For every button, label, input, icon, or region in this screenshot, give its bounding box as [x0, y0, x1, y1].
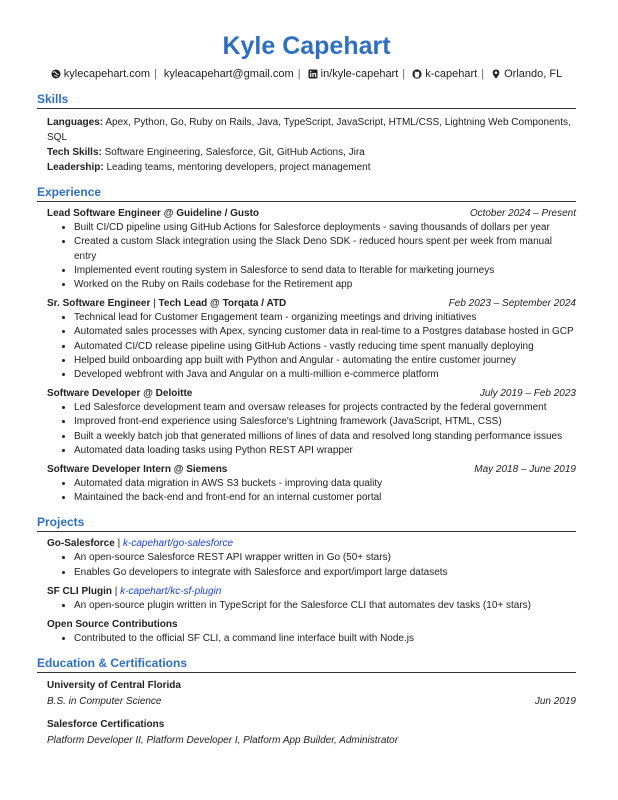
skill-label: Languages: — [47, 117, 104, 129]
job-title-separator: | — [153, 298, 156, 310]
projects-heading: Projects — [37, 514, 576, 532]
experience-entry — [37, 387, 576, 458]
skill-row — [47, 115, 576, 145]
project-entry — [37, 585, 576, 613]
skills-list — [37, 115, 576, 175]
education-heading: Education & Certifications — [37, 655, 576, 673]
project-separator: | — [117, 538, 121, 550]
job-bullets — [47, 401, 576, 458]
project-bullets — [47, 599, 576, 613]
job-bullets — [47, 221, 576, 292]
project-name: SF CLI Plugin — [47, 585, 112, 597]
email-link[interactable]: kyleacapehart@gmail.com — [163, 68, 294, 81]
bullet-item: • Built CI/CD pipeline using GitHub Actions for Salesforce deployments - saving thousands of dollars per year — [74, 221, 576, 235]
project-link[interactable]: k-capehart/go-salesforce — [122, 538, 234, 550]
job-bullets — [47, 311, 576, 382]
bullet-item: • An open-source Salesforce REST API wrapper written in Go (50+ stars) — [74, 551, 576, 565]
job-title-part: Sr. Software Engineer — [47, 298, 151, 310]
job-date: July 2019 – Feb 2023 — [479, 388, 576, 400]
job-title — [47, 297, 286, 311]
bullet-item: • Improved front-end experience using Salesforce's Lightning framework (JavaScript, HTML, CSS) — [74, 415, 576, 429]
school-name: University of Central Florida — [47, 680, 181, 692]
bullet-item: • Technical lead for Customer Engagement team - organizing meetings and driving initiatives — [74, 311, 576, 325]
contact-separator: | — [481, 68, 485, 80]
education-date: Jun 2019 — [534, 696, 576, 708]
experience-heading: Experience — [37, 184, 576, 202]
bullet-item: • Led Salesforce development team and oversaw releases for projects contracted by the federal government — [74, 401, 576, 415]
bullet-item: • Maintained the back-end and front-end for an internal customer portal — [74, 491, 576, 505]
job-title: Lead Software Engineer @ Guideline / Gusto — [47, 208, 260, 220]
project-entry — [37, 618, 576, 646]
projects-section — [37, 514, 576, 646]
location-contact — [491, 66, 562, 82]
skill-row — [47, 145, 576, 160]
experience-entry — [37, 463, 576, 505]
skills-heading: Skills — [37, 91, 576, 109]
bullet-item: • Built a weekly batch job that generated millions of lines of data and resolved long standing performance issues — [74, 430, 576, 444]
job-bullets — [47, 477, 576, 505]
education-entry — [37, 718, 576, 748]
experience-entry — [37, 207, 576, 292]
skills-section — [37, 91, 576, 175]
contact-separator: | — [402, 68, 406, 80]
education-entry — [37, 679, 576, 709]
bullet-item: • Helped build onboarding app built with Python and Angular - automating the entire customer journey — [74, 354, 576, 368]
job-date: May 2018 – June 2019 — [474, 463, 576, 475]
project-link[interactable]: k-capehart/kc-sf-plugin — [120, 585, 222, 597]
project-bullets — [47, 551, 576, 579]
github-icon — [412, 69, 422, 79]
contact-separator: | — [154, 68, 157, 80]
skill-value: Leading teams, mentoring developers, project management — [106, 162, 371, 174]
experience-section — [37, 184, 576, 505]
job-title: Software Developer @ Deloitte — [47, 388, 193, 400]
project-separator: | — [114, 585, 118, 597]
website-link[interactable]: kylecapehart.com — [63, 68, 150, 81]
skill-row — [47, 160, 576, 175]
project-title — [47, 585, 221, 599]
bullet-item: • Enables Go developers to integrate with Salesforce and export/import large datasets — [74, 566, 576, 580]
skill-label: Tech Skills: — [47, 147, 102, 159]
bullet-item: • Contributed to the official SF CLI, a command line interface built with Node.js — [74, 632, 576, 646]
globe-icon — [51, 69, 61, 79]
degree-text: B.S. in Computer Science — [47, 696, 162, 708]
education-section — [37, 655, 576, 748]
bullet-item: • Automated CI/CD release pipeline using GitHub Actions - vastly reducing time spent manually deploying — [74, 340, 576, 354]
website-contact[interactable] — [51, 66, 150, 82]
experience-entry — [37, 297, 576, 382]
project-bullets — [47, 632, 576, 646]
github-contact[interactable] — [412, 66, 477, 82]
job-title: Software Developer Intern @ Siemens — [47, 463, 228, 475]
bullet-item: • Implemented event routing system in Salesforce to send data to Iterable for marketing journeys — [74, 264, 576, 278]
bullet-item: • Created a custom Slack integration using the Slack Deno SDK - reduced hours spent per week from manual entry — [74, 235, 576, 263]
certification-title: Salesforce Certifications — [47, 719, 165, 731]
email-contact[interactable] — [164, 66, 294, 82]
project-name: Go-Salesforce — [47, 538, 115, 550]
certification-list: Platform Developer II, Platform Developer I, Platform App Builder, Administrator — [47, 735, 399, 747]
bullet-item: • Automated data migration in AWS S3 buckets - improving data quality — [74, 477, 576, 491]
contact-separator: | — [297, 68, 301, 80]
job-date: Feb 2023 – September 2024 — [448, 298, 576, 310]
job-title-part: Tech Lead @ Torqata / ATD — [158, 298, 287, 310]
bullet-item: • An open-source plugin written in TypeScript for the Salesforce CLI that automates dev tasks (10+ stars) — [74, 599, 576, 613]
project-name: Open Source Contributions — [47, 618, 178, 630]
skill-value: Apex, Python, Go, Ruby on Rails, Java, TypeScript, JavaScript, HTML/CSS, Lightning Web Components, SQL — [47, 117, 571, 144]
project-entry — [37, 537, 576, 579]
resume-name: Kyle Capehart — [222, 32, 391, 60]
contact-line — [37, 66, 576, 82]
linkedin-icon — [308, 69, 318, 79]
skill-value: Software Engineering, Salesforce, Git, GitHub Actions, Jira — [104, 147, 365, 159]
github-link[interactable]: k-capehart — [425, 68, 478, 81]
bullet-item: • Worked on the Ruby on Rails codebase for the Retirement app — [74, 278, 576, 292]
location-pin-icon — [491, 69, 501, 79]
bullet-item: • Automated data loading tasks using Python REST API wrapper — [74, 444, 576, 458]
linkedin-link[interactable]: in/kyle-capehart — [320, 68, 399, 81]
bullet-item: • Developed webfront with Java and Angular on a multi-million e-commerce platform — [74, 368, 576, 382]
job-date: October 2024 – Present — [469, 208, 576, 220]
bullet-item: • Automated sales processes with Apex, syncing customer data in real-time to a Postgres database hosted in GCP — [74, 325, 576, 339]
location-text: Orlando, FL — [504, 68, 563, 81]
linkedin-contact[interactable] — [308, 66, 399, 82]
project-title — [47, 537, 233, 551]
skill-label: Leadership: — [47, 162, 104, 174]
